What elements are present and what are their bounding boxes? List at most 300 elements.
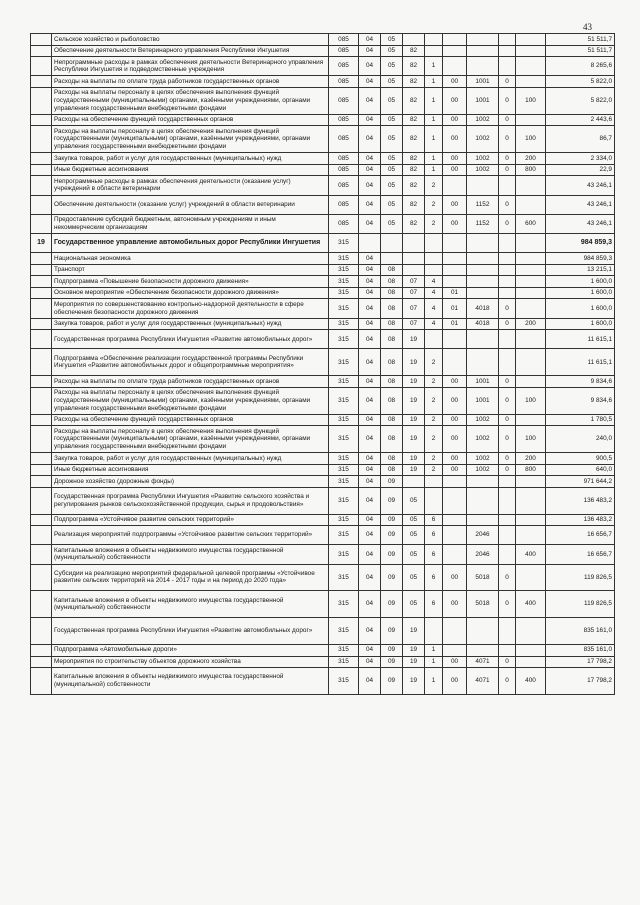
program-code: 19 [403,330,425,349]
event-code [443,253,467,265]
row-name: Расходы на выплаты по оплате труда работников государственных органов [52,376,329,388]
expense-type-code [516,644,546,656]
subprogram-code: 4 [425,299,443,318]
section-code: 04 [359,195,381,214]
section-code: 04 [359,76,381,88]
admin-code: 315 [329,591,359,618]
program-code: 82 [403,164,425,176]
subsection-code: 05 [381,114,403,126]
expense-type-code [516,656,546,668]
event-code: 00 [443,564,467,591]
admin-code: 315 [329,233,359,252]
program-code: 19 [403,656,425,668]
extra-code: 0 [499,76,516,88]
subsection-code: 05 [381,87,403,114]
row-amount: 11 615,1 [546,349,615,376]
admin-code: 315 [329,287,359,299]
extra-code: 0 [499,114,516,126]
row-number [31,656,52,668]
event-code [443,526,467,545]
row-number [31,564,52,591]
row-amount: 1 600,0 [546,299,615,318]
row-number [31,545,52,564]
expense-type-code [516,514,546,526]
admin-code: 315 [329,376,359,388]
row-amount: 43 246,1 [546,195,615,214]
admin-code: 085 [329,114,359,126]
table-row [31,349,615,376]
table-row [31,287,615,299]
section-code: 04 [359,564,381,591]
subprogram-code: 2 [425,176,443,195]
program-code: 19 [403,376,425,388]
table-row [31,487,615,514]
row-name: Субсидии на реализацию мероприятий федеральной целевой программы «Устойчивое развитие сельских территорий на 2014 - 2017 годы и на период до 2020 года» [52,564,329,591]
row-name: Мероприятия по совершенствованию контрольно-надзорной деятельности в сфере обеспечения безопасности дорожного движения [52,299,329,318]
row-number [31,45,52,57]
row-number: 19 [31,233,52,252]
row-amount: 640,0 [546,464,615,476]
direction-code [467,276,499,288]
row-number [31,514,52,526]
direction-code [467,233,499,252]
table-row [31,114,615,126]
row-amount: 9 834,6 [546,376,615,388]
row-number [31,114,52,126]
expense-type-code: 800 [516,164,546,176]
direction-code [467,644,499,656]
expense-type-code: 600 [516,214,546,233]
section-code: 04 [359,114,381,126]
direction-code: 4018 [467,318,499,330]
row-number [31,214,52,233]
subsection-code: 08 [381,349,403,376]
row-name: Закупка товаров, работ и услуг для государственных (муниципальных) нужд [52,453,329,465]
row-name: Государственная программа Республики Ингушетия «Развитие автомобильных дорог» [52,618,329,645]
event-code: 00 [443,114,467,126]
row-name: Непрограммные расходы в рамках обеспечения деятельности Ветеринарного управления Республики Ингушетия и подведомственные учреждения [52,57,329,76]
event-code: 00 [443,214,467,233]
row-name: Иные бюджетные ассигнования [52,464,329,476]
subprogram-code: 1 [425,153,443,165]
direction-code: 1002 [467,153,499,165]
extra-code: 0 [499,126,516,153]
subprogram-code: 1 [425,57,443,76]
row-number [31,87,52,114]
subprogram-code: 4 [425,318,443,330]
expense-type-code [516,414,546,426]
row-amount: 9 834,6 [546,387,615,414]
direction-code [467,618,499,645]
row-amount: 5 822,0 [546,87,615,114]
row-name: Расходы на выплаты персоналу в целях обеспечения выполнения функций государственными (муниципальными) органами, казёнными учреждениями, органами управления государственными внебюджетными фондами [52,426,329,453]
row-amount: 971 644,2 [546,476,615,488]
program-code [403,264,425,276]
row-amount: 119 826,5 [546,591,615,618]
subprogram-code [425,476,443,488]
row-number [31,264,52,276]
admin-code: 315 [329,618,359,645]
extra-code [499,45,516,57]
row-name: Государственная программа Республики Ингушетия «Развитие сельского хозяйства и регулирования рынков сельскохозяйственной продукции, сырья и продовольствия» [52,487,329,514]
event-code [443,233,467,252]
section-code: 04 [359,453,381,465]
row-name: Сельское хозяйство и рыболовство [52,34,329,46]
section-code: 04 [359,45,381,57]
subsection-code: 08 [381,287,403,299]
expense-type-code [516,176,546,195]
subprogram-code [425,45,443,57]
extra-code: 0 [499,214,516,233]
row-number [31,349,52,376]
row-amount: 1 600,0 [546,318,615,330]
event-code [443,176,467,195]
table-row [31,57,615,76]
row-amount: 136 483,2 [546,487,615,514]
section-code: 04 [359,387,381,414]
row-number [31,287,52,299]
extra-code [499,253,516,265]
expense-type-code [516,114,546,126]
direction-code: 4018 [467,299,499,318]
direction-code: 1002 [467,426,499,453]
program-code: 05 [403,564,425,591]
table-row [31,87,615,114]
row-amount: 86,7 [546,126,615,153]
row-name: Подпрограмма «Устойчивое развитие сельских территорий» [52,514,329,526]
direction-code: 1002 [467,126,499,153]
section-code: 04 [359,618,381,645]
extra-code [499,276,516,288]
subsection-code: 09 [381,514,403,526]
row-name: Транспорт [52,264,329,276]
row-amount: 43 246,1 [546,214,615,233]
expense-type-code: 200 [516,318,546,330]
admin-code: 085 [329,153,359,165]
admin-code: 085 [329,87,359,114]
table-row [31,233,615,252]
admin-code: 085 [329,195,359,214]
direction-code: 4071 [467,656,499,668]
table-row [31,545,615,564]
subsection-code: 08 [381,299,403,318]
expense-type-code: 400 [516,545,546,564]
subsection-code: 05 [381,57,403,76]
subsection-code: 08 [381,387,403,414]
event-code [443,276,467,288]
subsection-code: 05 [381,34,403,46]
row-number [31,253,52,265]
direction-code: 1002 [467,464,499,476]
expense-type-code: 100 [516,87,546,114]
budget-table [30,33,615,695]
extra-code: 0 [499,195,516,214]
table-row [31,153,615,165]
direction-code [467,57,499,76]
page-number: 43 [583,22,592,32]
expense-type-code: 200 [516,153,546,165]
section-code: 04 [359,414,381,426]
subsection-code: 09 [381,618,403,645]
event-code: 00 [443,376,467,388]
admin-code: 315 [329,276,359,288]
table-row [31,464,615,476]
event-code: 00 [443,426,467,453]
expense-type-code [516,76,546,88]
subprogram-code [425,264,443,276]
expense-type-code [516,276,546,288]
extra-code: 0 [499,564,516,591]
direction-code [467,349,499,376]
extra-code [499,57,516,76]
table-row [31,330,615,349]
event-code: 00 [443,464,467,476]
admin-code: 315 [329,526,359,545]
extra-code: 0 [499,656,516,668]
program-code: 19 [403,349,425,376]
program-code [403,34,425,46]
section-code: 04 [359,376,381,388]
row-amount: 835 161,0 [546,644,615,656]
direction-code: 5018 [467,591,499,618]
admin-code: 085 [329,34,359,46]
table-row [31,618,615,645]
section-code: 04 [359,349,381,376]
subsection-code: 09 [381,564,403,591]
direction-code: 1152 [467,214,499,233]
subprogram-code: 2 [425,214,443,233]
section-code: 04 [359,34,381,46]
table-row [31,176,615,195]
program-code: 05 [403,526,425,545]
row-number [31,376,52,388]
direction-code: 1001 [467,87,499,114]
row-number [31,464,52,476]
admin-code: 085 [329,214,359,233]
event-code: 00 [443,453,467,465]
subsection-code: 09 [381,526,403,545]
extra-code: 0 [499,376,516,388]
subsection-code: 05 [381,153,403,165]
admin-code: 315 [329,644,359,656]
expense-type-code: 400 [516,591,546,618]
table-row [31,264,615,276]
section-code: 04 [359,153,381,165]
admin-code: 315 [329,564,359,591]
section-code: 04 [359,656,381,668]
row-amount: 11 615,1 [546,330,615,349]
row-amount: 119 826,5 [546,564,615,591]
expense-type-code [516,233,546,252]
subprogram-code: 1 [425,87,443,114]
subsection-code: 08 [381,330,403,349]
row-amount: 900,5 [546,453,615,465]
subsection-code: 05 [381,45,403,57]
extra-code [499,330,516,349]
event-code [443,264,467,276]
program-code: 82 [403,57,425,76]
extra-code: 0 [499,426,516,453]
program-code: 82 [403,45,425,57]
admin-code: 315 [329,426,359,453]
table-row [31,318,615,330]
subprogram-code: 6 [425,545,443,564]
expense-type-code [516,299,546,318]
admin-code: 315 [329,668,359,695]
row-name: Предоставление субсидий бюджетным, автономным учреждениям и иным некоммерческим организациям [52,214,329,233]
section-code: 04 [359,126,381,153]
table-row [31,376,615,388]
expense-type-code: 100 [516,426,546,453]
event-code: 00 [443,153,467,165]
extra-code [499,176,516,195]
row-amount: 13 215,1 [546,264,615,276]
row-name: Капитальные вложения в объекты недвижимого имущества государственной (муниципальной) собственности [52,545,329,564]
table-row [31,564,615,591]
table-row [31,414,615,426]
row-amount: 16 656,7 [546,526,615,545]
row-number [31,299,52,318]
subsection-code: 05 [381,164,403,176]
subprogram-code: 4 [425,287,443,299]
subprogram-code: 1 [425,668,443,695]
expense-type-code [516,376,546,388]
admin-code: 315 [329,318,359,330]
event-code [443,57,467,76]
extra-code [499,618,516,645]
subprogram-code: 2 [425,414,443,426]
table-row [31,299,615,318]
event-code [443,618,467,645]
event-code: 00 [443,387,467,414]
subprogram-code: 2 [425,195,443,214]
table-row [31,644,615,656]
program-code [403,233,425,252]
section-code: 04 [359,299,381,318]
direction-code [467,45,499,57]
direction-code [467,287,499,299]
table-row [31,387,615,414]
subprogram-code: 6 [425,514,443,526]
row-amount: 17 798,2 [546,656,615,668]
program-code: 19 [403,464,425,476]
table-row [31,656,615,668]
row-number [31,57,52,76]
event-code: 00 [443,164,467,176]
direction-code: 2046 [467,526,499,545]
subprogram-code [425,330,443,349]
expense-type-code: 100 [516,126,546,153]
extra-code [499,264,516,276]
subsection-code [381,233,403,252]
extra-code [499,545,516,564]
expense-type-code: 800 [516,464,546,476]
subprogram-code: 1 [425,656,443,668]
admin-code: 085 [329,57,359,76]
program-code: 05 [403,514,425,526]
event-code: 00 [443,668,467,695]
program-code: 07 [403,318,425,330]
row-number [31,195,52,214]
section-code: 04 [359,426,381,453]
section-code: 04 [359,318,381,330]
extra-code [499,34,516,46]
row-amount: 136 483,2 [546,514,615,526]
subprogram-code: 6 [425,591,443,618]
expense-type-code [516,349,546,376]
expense-type-code [516,195,546,214]
program-code: 07 [403,299,425,318]
extra-code: 0 [499,453,516,465]
admin-code: 315 [329,349,359,376]
extra-code [499,287,516,299]
row-name: Закупка товаров, работ и услуг для государственных (муниципальных) нужд [52,153,329,165]
subprogram-code: 1 [425,76,443,88]
section-code: 04 [359,164,381,176]
admin-code: 315 [329,330,359,349]
direction-code: 1002 [467,414,499,426]
program-code: 82 [403,195,425,214]
subprogram-code: 6 [425,564,443,591]
event-code: 00 [443,414,467,426]
row-amount: 984 859,3 [546,253,615,265]
subprogram-code: 4 [425,276,443,288]
subprogram-code: 2 [425,349,443,376]
row-name: Государственная программа Республики Ингушетия «Развитие автомобильных дорог» [52,330,329,349]
row-number [31,176,52,195]
row-amount: 5 822,0 [546,76,615,88]
row-name: Обеспечение деятельности Ветеринарного управления Республики Ингушетия [52,45,329,57]
admin-code: 085 [329,76,359,88]
admin-code: 315 [329,264,359,276]
section-code: 04 [359,330,381,349]
row-number [31,164,52,176]
extra-code: 0 [499,591,516,618]
row-name: Капитальные вложения в объекты недвижимого имущества государственной (муниципальной) собственности [52,668,329,695]
expense-type-code [516,34,546,46]
admin-code: 315 [329,514,359,526]
subprogram-code: 2 [425,387,443,414]
expense-type-code [516,45,546,57]
extra-code [499,644,516,656]
table-row [31,514,615,526]
expense-type-code [516,330,546,349]
row-amount: 16 656,7 [546,545,615,564]
direction-code: 2046 [467,545,499,564]
direction-code [467,176,499,195]
table-row [31,195,615,214]
expense-type-code [516,57,546,76]
admin-code: 315 [329,299,359,318]
extra-code [499,476,516,488]
section-code: 04 [359,287,381,299]
row-name: Расходы на выплаты персоналу в целях обеспечения выполнения функций государственными (муниципальными) органами, казёнными учреждениями, органами управления государственными внебюджетными фондами [52,87,329,114]
row-name: Подпрограмма «Повышение безопасности дорожного движения» [52,276,329,288]
row-number [31,76,52,88]
subprogram-code: 2 [425,453,443,465]
row-amount: 22,9 [546,164,615,176]
row-number [31,414,52,426]
expense-type-code [516,564,546,591]
table-row [31,34,615,46]
row-name: Расходы на выплаты по оплате труда работников государственных органов [52,76,329,88]
table-row [31,126,615,153]
subprogram-code: 6 [425,526,443,545]
subsection-code: 09 [381,545,403,564]
row-name: Дорожное хозяйство (дорожные фонды) [52,476,329,488]
event-code: 00 [443,656,467,668]
program-code: 82 [403,114,425,126]
